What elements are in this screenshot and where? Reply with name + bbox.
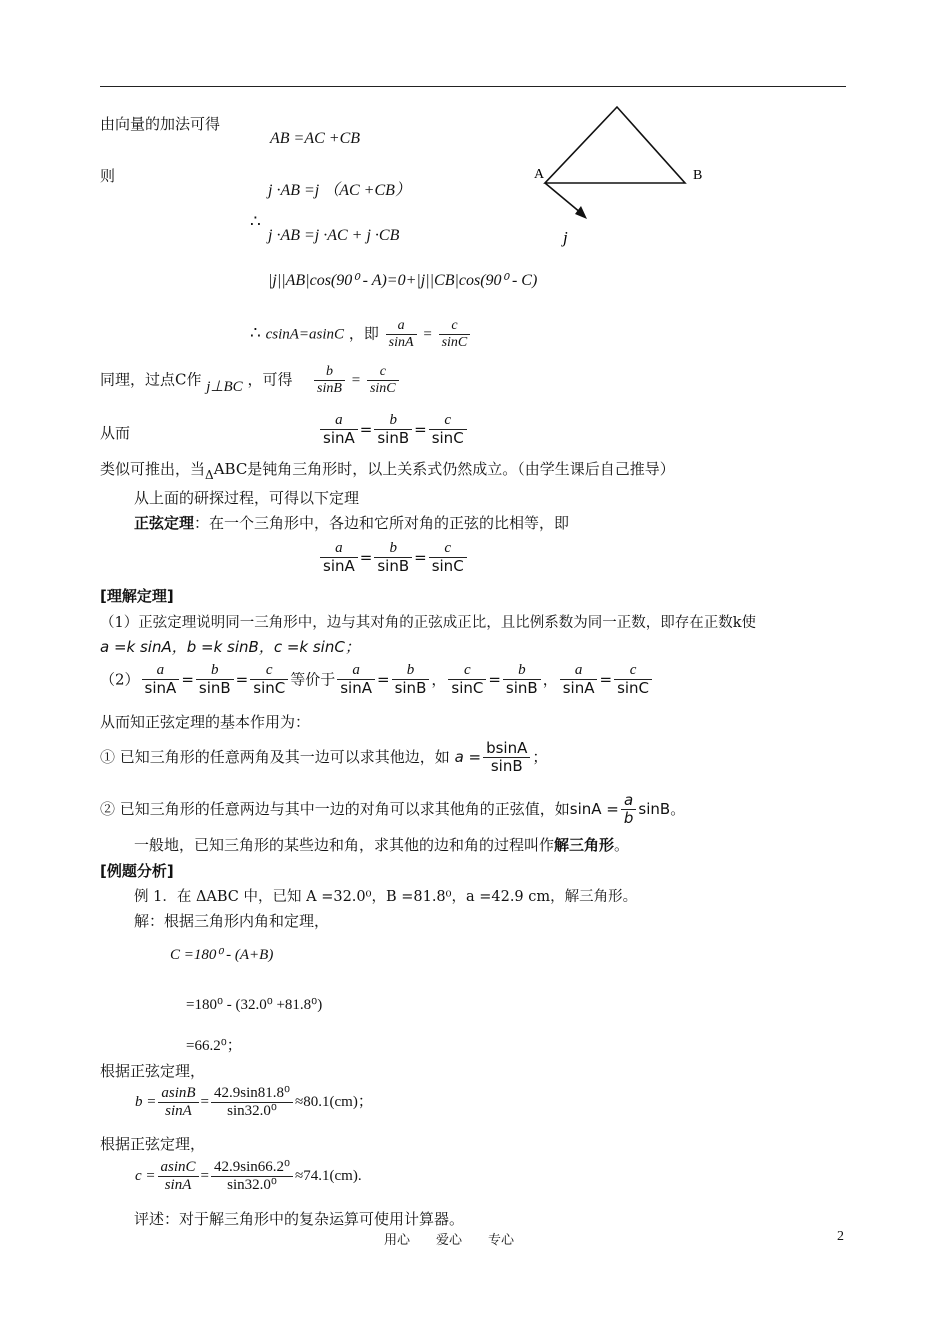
general-bold: 解三角形 bbox=[554, 836, 615, 854]
use1-frac: $\frac{bsinA}{\sin B}$ bbox=[483, 740, 530, 776]
proof-line-8-text2: ABC是钝角三角形时，以上关系式仍然成立。（由学生课后自己推导） bbox=[213, 460, 675, 478]
frac-a: $\frac{a}{\sin A}$ bbox=[560, 662, 598, 698]
page-number: 2 bbox=[837, 1229, 844, 1244]
b-frac-1: $\frac{asinB}{\sin A}$ bbox=[158, 1085, 198, 1121]
example-1-solution-intro: 解：根据三角形内角和定理， bbox=[134, 912, 330, 930]
understand-p3: 从而知正弦定理的基本作用为： bbox=[100, 713, 311, 731]
equals: = bbox=[377, 670, 390, 689]
general-pre: 一般地，已知三角形的某些边和角，求其他的边和角的过程叫作 bbox=[134, 836, 555, 854]
frac-c-sinC: $\frac{c}{\sin C}$ bbox=[439, 318, 471, 351]
proof-line-7-text: 从而 bbox=[100, 424, 131, 442]
proof-line-1-text: 由向量的加法可得 bbox=[100, 115, 221, 133]
proof-eq-2: j ·AB =j （AC +CB） bbox=[268, 182, 411, 199]
frac-b: $\frac{b}{\sin B}$ bbox=[374, 412, 412, 448]
label-j: j bbox=[563, 228, 568, 247]
p2-label: （2） bbox=[100, 670, 140, 689]
understand-p1: （1）正弦定理说明同一三角形中，边与其对角的正弦成正比，且比例系数为同一正数，即存在正数k使 bbox=[100, 615, 757, 631]
frac-c: $\frac{c}{\sin C}$ bbox=[429, 540, 467, 576]
reason-1: 根据正弦定理， bbox=[100, 1062, 206, 1080]
b-lhs: b = bbox=[135, 1094, 157, 1111]
use-case-1 bbox=[100, 740, 547, 776]
c-frac-2: $\frac{\text{42.9sin66.2⁰}}{\text{sin32.0⁰}}$ bbox=[211, 1159, 293, 1195]
frac-c-sinC-2: $\frac{c}{\sin C}$ bbox=[367, 364, 399, 397]
sine-ratio-1 bbox=[318, 412, 469, 448]
proof-eq-5: csinA=asinC bbox=[265, 326, 345, 343]
frac-b: $\frac{b}{\sin B}$ bbox=[374, 540, 412, 576]
use2-frac: $\frac{a}{b}$ bbox=[621, 792, 637, 828]
use2-end: 。 bbox=[670, 799, 686, 818]
equals: = bbox=[359, 548, 373, 567]
b-frac-2: $\frac{\text{42.9sin81.8⁰}}{\text{sin32.0⁰}}$ bbox=[211, 1085, 293, 1121]
equals: = bbox=[235, 670, 249, 689]
therefore-symbol-2: ∴ bbox=[250, 323, 261, 344]
proof-line-8-text: 类似可推出，当 bbox=[100, 460, 206, 478]
label-A: A bbox=[534, 167, 545, 182]
understand-p1-eqs: a =k sinA，b =k sinB，c =k sinC； bbox=[100, 638, 360, 656]
frac-a: $\frac{a}{\sin A}$ bbox=[142, 662, 180, 698]
perpendicular-condition: j⊥BC bbox=[206, 378, 243, 395]
equals: = bbox=[181, 670, 194, 689]
frac-a: $\frac{a}{\sin A}$ bbox=[320, 540, 358, 576]
use2-text: ② 已知三角形的任意两边与其中一边的对角可以求其他角的正弦值，如 bbox=[100, 799, 570, 818]
understand-heading: [理解定理] bbox=[100, 587, 174, 605]
example-heading: [例题分析] bbox=[100, 862, 174, 880]
calc-C-line-3: =66.2⁰； bbox=[186, 1038, 242, 1054]
proof-line-6 bbox=[100, 364, 401, 397]
equals: = bbox=[414, 548, 427, 567]
frac-a-sinA: $\frac{a}{\sin A}$ bbox=[386, 318, 417, 351]
frac-b: $\frac{b}{\sin B}$ bbox=[503, 662, 541, 698]
proof-line-8 bbox=[100, 458, 675, 482]
proof-line-5-sep: ，即 bbox=[348, 324, 379, 343]
proof-line-6-text2: ，可得 bbox=[247, 370, 293, 389]
calc-c: c = $\frac{asinC}{\sin A}$ = $\frac{\text{42.9sin66.2⁰}}{\text{sin32.0⁰}}$ ≈74.1(cm). bbox=[135, 1159, 362, 1194]
equals: = bbox=[414, 420, 427, 439]
proof-line-6-text: 同理，过点C作 bbox=[100, 370, 202, 389]
use1-text: ① 已知三角形的任意两角及其一边可以求其他边，如 bbox=[100, 747, 450, 766]
comma: ， bbox=[431, 670, 447, 689]
frac-b: $\frac{b}{\sin B}$ bbox=[392, 662, 430, 698]
frac-b-sinB: $\frac{b}{\sin B}$ bbox=[314, 364, 345, 397]
frac-c: $\frac{c}{\sin C}$ bbox=[614, 662, 652, 698]
equals: = bbox=[488, 670, 501, 689]
general-end: 。 bbox=[614, 836, 630, 854]
calc-C-line-1: C =180⁰ - (A+B) bbox=[170, 947, 274, 963]
theorem-statement bbox=[134, 512, 569, 533]
frac-c: $\frac{c}{\sin C}$ bbox=[429, 412, 467, 448]
sine-ratio-2 bbox=[318, 540, 469, 576]
equals: = bbox=[359, 420, 373, 439]
comma: ， bbox=[542, 670, 558, 689]
frac-b: $\frac{b}{\sin B}$ bbox=[196, 662, 234, 698]
use1-lhs: a = bbox=[454, 747, 482, 766]
label-B: B bbox=[693, 168, 703, 183]
example-1-statement: 例 1．在 ΔABC 中，已知 A =32.0⁰，B =81.8⁰，a =42.9 cm，解三角形。 bbox=[134, 889, 638, 905]
understand-p2 bbox=[100, 662, 654, 698]
frac-a: $\frac{a}{\sin A}$ bbox=[320, 412, 358, 448]
proof-eq-3: j ·AB =j ·AC + j ·CB bbox=[268, 227, 400, 244]
equiv-text: 等价于 bbox=[290, 670, 336, 689]
proof-eq-4: |j||AB|cos(90⁰ - A)=0+|j||CB|cos(90⁰ - C) bbox=[268, 272, 538, 289]
frac-a: $\frac{a}{\sin A}$ bbox=[337, 662, 375, 698]
footer-motto: 用心 爱心 专心 bbox=[384, 1233, 515, 1248]
general-statement bbox=[134, 834, 629, 855]
proof-line-9: 从上面的研探过程，可得以下定理 bbox=[134, 489, 360, 507]
vector-j-arrowhead bbox=[575, 206, 587, 219]
proof-line-5 bbox=[250, 318, 472, 351]
theorem-label: 正弦定理 bbox=[134, 514, 195, 532]
equals: = bbox=[599, 670, 613, 689]
use1-end: ； bbox=[532, 747, 548, 766]
c-result: ≈74.1(cm). bbox=[295, 1168, 362, 1185]
c-frac-1: $\frac{asinC}{\sin A}$ bbox=[158, 1159, 199, 1195]
c-lhs: c = bbox=[135, 1168, 156, 1185]
proof-line-2-text: 则 bbox=[100, 167, 116, 185]
proof-eq-1: AB =AC +CB bbox=[270, 130, 361, 147]
reason-2: 根据正弦定理， bbox=[100, 1135, 206, 1153]
frac-c: $\frac{c}{\sin C}$ bbox=[250, 662, 288, 698]
use2-lhs: sinA = bbox=[569, 799, 619, 818]
theorem-text: ：在一个三角形中，各边和它所对角的正弦的比相等，即 bbox=[194, 514, 570, 532]
therefore-symbol: ∴ bbox=[250, 212, 261, 232]
b-result: ≈80.1(cm)； bbox=[295, 1094, 373, 1111]
frac-c: $\frac{c}{\sin C}$ bbox=[448, 662, 486, 698]
equals: = bbox=[351, 372, 361, 389]
triangle-figure bbox=[525, 100, 725, 250]
use2-rhs: sinB bbox=[638, 799, 671, 818]
calc-b: b = $\frac{asinB}{\sin A}$ = $\frac{\text{42.9sin81.8⁰}}{\text{sin32.0⁰}}$ ≈80.1(cm)； bbox=[135, 1085, 373, 1120]
comment: 评述：对于解三角形中的复杂运算可使用计算器。 bbox=[134, 1210, 465, 1228]
use-case-2 bbox=[100, 792, 685, 828]
equals: = bbox=[423, 326, 432, 343]
delta-symbol: Δ bbox=[205, 468, 214, 482]
calc-C-line-2: =180⁰ - (32.0⁰ +81.8⁰) bbox=[186, 997, 323, 1013]
vector-j-line bbox=[545, 183, 581, 213]
header-rule bbox=[100, 86, 846, 87]
triangle-shape bbox=[545, 107, 685, 183]
